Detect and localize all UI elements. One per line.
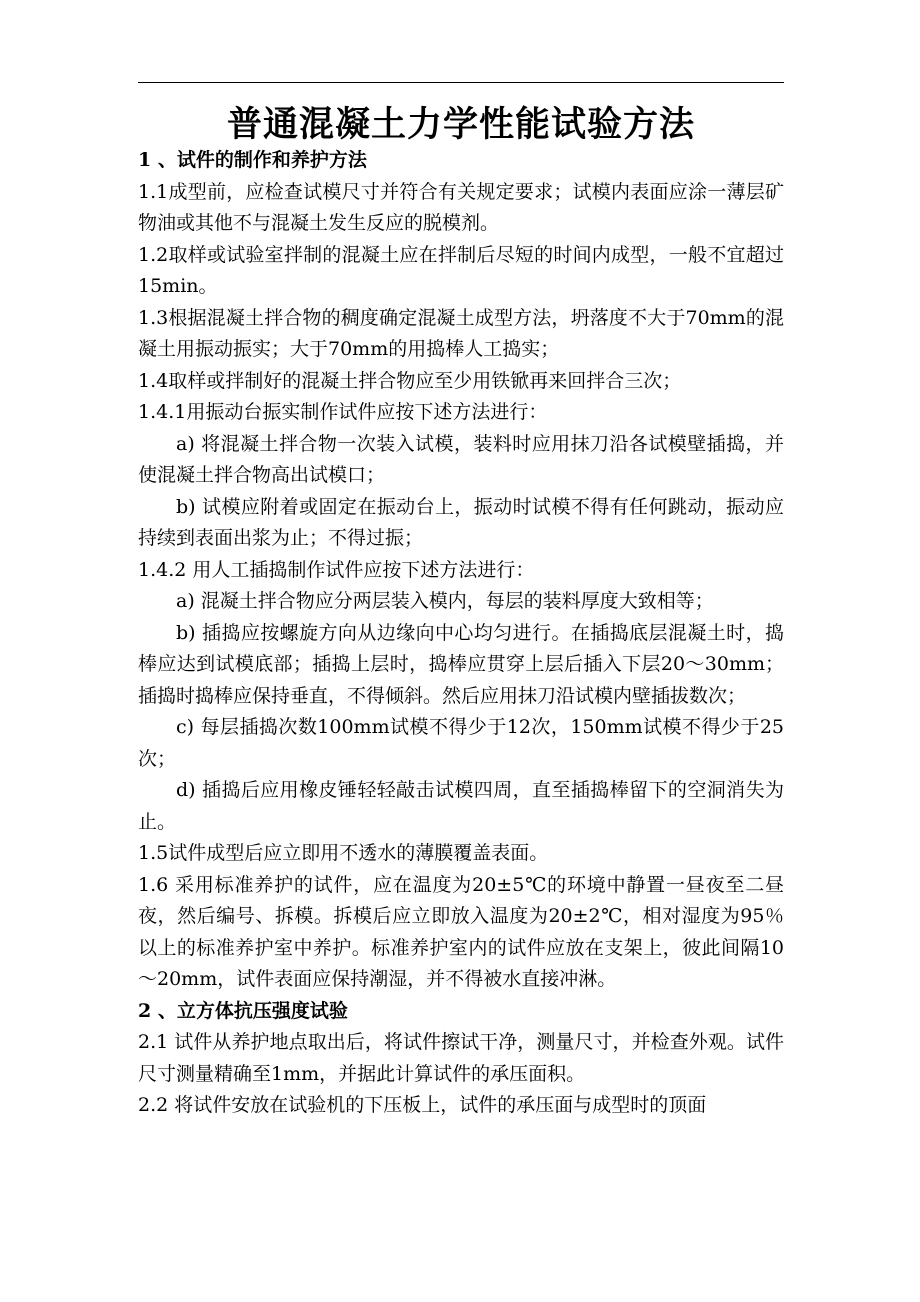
document-title: 普通混凝土力学性能试验方法 <box>226 104 695 145</box>
list-item-1-4-2-c: c) 每层插捣次数100mm试模不得少于12次，150mm试模不得少于25次； <box>138 716 784 770</box>
section-heading-2: 2 、立方体抗压强度试验 <box>138 999 348 1022</box>
paragraph-2-1: 2.1 试件从养护地点取出后，将试件擦试干净，测量尺寸，并检查外观。试件尺寸测量精确至1mm，并据此计算试件的承压面积。 <box>138 1031 784 1085</box>
list-item-1-4-1-a: a) 将混凝土拌合物一次装入试模，装料时应用抹刀沿各试模壁插捣，并使混凝土拌合物高出试模口； <box>138 432 784 486</box>
paragraph-1-6: 1.6 采用标准养护的试件，应在温度为20±5℃的环境中静置一昼夜至二昼夜，然后编号、拆模。拆模后应立即放入温度为20±2℃，相对湿度为95％以上的标准养护室中养护。标准养护室内的试件应放在支架上，彼此间隔10～20mm，试件表面应保持潮湿，并不得被水直接冲淋。 <box>138 873 784 990</box>
section-heading-1: 1 、试件的制作和养护方法 <box>138 149 367 171</box>
paragraph-2-2: 2.2 将试件安放在试验机的下压板上，试件的承压面与成型时的顶面 <box>138 1094 707 1116</box>
list-item-1-4-2-a: a) 混凝土拌合物应分两层装入模内，每层的装料厚度大致相等； <box>176 590 714 612</box>
document-body <box>138 145 784 1122</box>
paragraph-1-2: 1.2取样或试验室拌制的混凝土应在拌制后尽短的时间内成型，一般不宜超过15min。 <box>138 243 784 297</box>
list-item-1-4-2-d: d) 插捣后应用橡皮锤轻轻敲击试模四周，直至插捣棒留下的空洞消失为止。 <box>138 779 784 833</box>
paragraph-1-3: 1.3根据混凝土拌合物的稠度确定混凝土成型方法，坍落度不大于70mm的混凝土用振动振实；大于70mm的用捣棒人工捣实； <box>138 306 784 360</box>
paragraph-1-1: 1.1成型前，应检查试模尺寸并符合有关规定要求；试模内表面应涂一薄层矿物油或其他不与混凝土发生反应的脱模剂。 <box>138 180 784 234</box>
list-item-1-4-2-b: b) 插捣应按螺旋方向从边缘向中心均匀进行。在插捣底层混凝土时，捣棒应达到试模底部；插捣上层时，捣棒应贯穿上层后插入下层20～30mm；插捣时捣棒应保持垂直，不得倾斜。然后应用抹刀沿试模内壁插拔数次； <box>138 621 784 707</box>
paragraph-1-4: 1.4取样或拌制好的混凝土拌合物应至少用铁锨再来回拌合三次； <box>138 369 682 392</box>
paragraph-1-5: 1.5试件成型后应立即用不透水的薄膜覆盖表面。 <box>138 842 549 864</box>
paragraph-1-4-1: 1.4.1用振动台振实制作试件应按下述方法进行： <box>138 401 548 423</box>
list-item-1-4-1-b: b) 试模应附着或固定在振动台上，振动时试模不得有任何跳动，振动应持续到表面出浆为止；不得过振； <box>138 495 784 549</box>
header-rule <box>138 82 784 83</box>
paragraph-1-4-2: 1.4.2 用人工插捣制作试件应按下述方法进行： <box>138 558 535 581</box>
